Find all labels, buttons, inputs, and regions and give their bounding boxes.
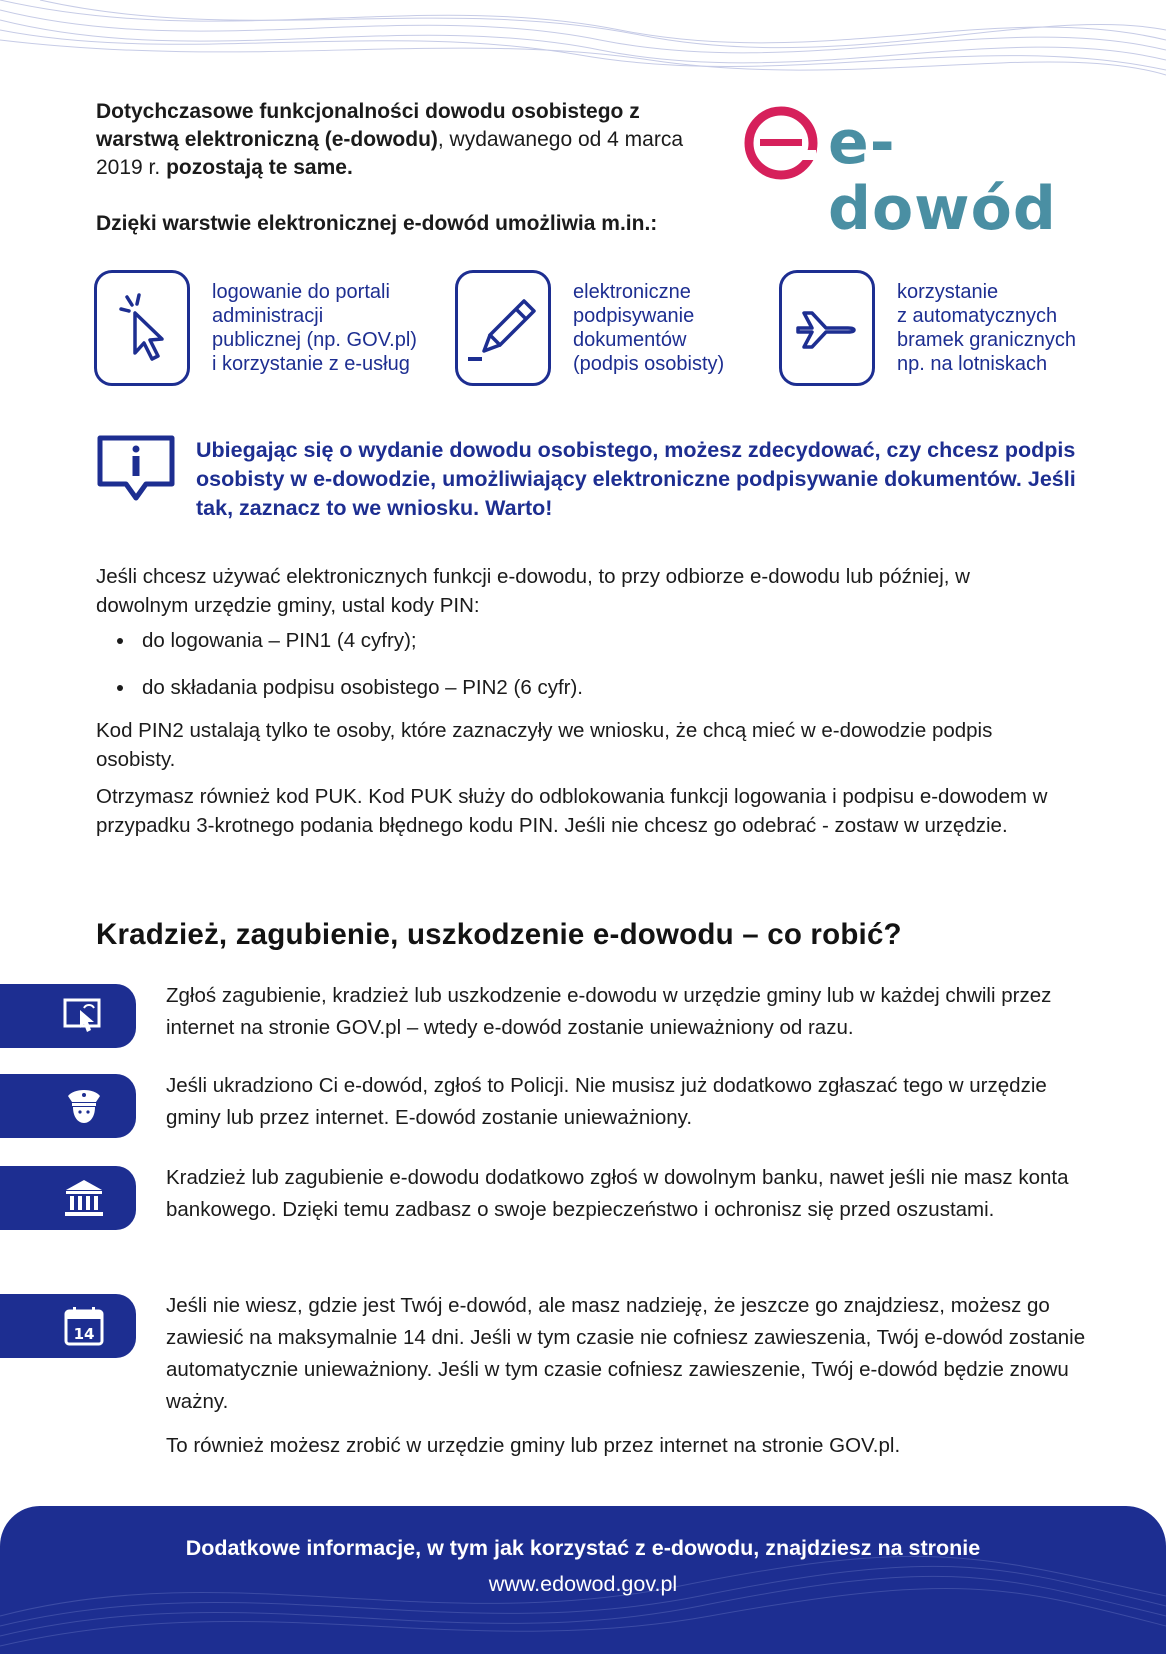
loss-item-text: Jeśli ukradziono Ci e-dowód, zgłoś to Policji. Nie musisz już dodatkowo zgłaszać tego w urzędzie gminy lub przez internet. E-dowód zostanie unieważniony. [166, 1074, 1047, 1129]
pen-signature-icon [466, 287, 540, 369]
item-tab [0, 1294, 136, 1358]
list-item: • do składania podpisu osobistego – PIN2 (6 cyfr). [136, 673, 1056, 702]
loss-item-text: Zgłoś zagubienie, kradzież lub uszkodzenie e-dowodu w urzędzie gminy lub w każdej chwili przez internet na stronie GOV.pl – wtedy e-dowód zostanie unieważniony od razu. [166, 984, 1052, 1039]
feature-icon-box [779, 270, 875, 386]
pin-list [96, 626, 1056, 702]
loss-item-text: Jeśli nie wiesz, gdzie jest Twój e-dowód, ale masz nadzieję, że jeszcze go znajdziesz, możesz go zawiesić na maksymalnie 14 dni. Jeśli w tym czasie nie cofniesz zawieszenia, Twój e-dowód zostanie automatycznie unieważniony. Jeśli w tym czasie cofniesz zawieszenie, Twój e-dowód będzie znowu ważny. [166, 1294, 1086, 1413]
item-tab [0, 1166, 136, 1230]
loss-section-heading: Kradzież, zagubienie, uszkodzenie e-dowodu – co robić? [96, 918, 902, 951]
e-logo-icon [744, 106, 818, 180]
police-officer-icon [62, 1084, 106, 1128]
calendar-14-icon [62, 1304, 106, 1348]
item-tab [0, 984, 136, 1048]
puk-note: Otrzymasz również kod PUK. Kod PUK służy do odblokowania funkcji logowania i podpisu e-dowodem w przypadku 3-krotnego podania błędnego kodu PIN. Jeśli nie chcesz go odebrać - zostaw w urzędzie. [96, 785, 1048, 837]
loss-item-text: Kradzież lub zagubienie e-dowodu dodatkowo zgłoś w dowolnym banku, nawet jeśli nie masz konta bankowego. Dzięki temu zadbasz o swoje bezpieczeństwo i ochronisz się przed oszustami. [166, 1166, 1069, 1221]
footer-banner [0, 1506, 1166, 1654]
item-tab [0, 1074, 136, 1138]
cursor-click-icon [105, 287, 179, 369]
notice-text: Ubiegając się o wydanie dowodu osobistego, możesz zdecydować, czy chcesz podpis osobisty w e-dowodzie, umożliwiający elektroniczne podpisywanie dokumentów. Jeśli tak, zaznacz to we wniosku. Warto! [196, 438, 1076, 520]
feature-icon-box [94, 270, 190, 386]
intro-paragraph [96, 98, 706, 182]
feature-text: korzystanie z automatycznych bramek granicznych np. na lotniskach [897, 281, 1076, 375]
intro-bold-end: pozostają te same. [166, 156, 353, 179]
info-speech-icon [96, 434, 176, 502]
intro-bold-part: Dotychczasowe funkcjonalności dowodu osobistego z warstwą elektroniczną (e-dowodu) [96, 100, 640, 151]
bank-building-icon [62, 1176, 106, 1220]
decorative-top-waves [0, 0, 1166, 80]
touch-screen-icon [62, 994, 106, 1038]
feature-text: elektroniczne podpisywanie dokumentów (podpis osobisty) [573, 281, 725, 375]
footer-text: Dodatkowe informacje, w tym jak korzystać z e-dowodu, znajdziesz na stronie [185, 1536, 981, 1560]
feature-text: logowanie do portali administracji publicznej (np. GOV.pl) i korzystanie z e-usług [212, 281, 417, 375]
closing-text: To również możesz zrobić w urzędzie gminy lub przez internet na stronie GOV.pl. [166, 1434, 901, 1457]
features-heading: Dzięki warstwie elektronicznej e-dowód umożliwia m.in.: [96, 212, 658, 235]
pin2-note: Kod PIN2 ustalają tylko te osoby, które zaznaczyły we wniosku, że chcą mieć w e-dowodzie podpis osobisty. [96, 719, 993, 771]
feature-icon-box [455, 270, 551, 386]
pin-intro: Jeśli chcesz używać elektronicznych funkcji e-dowodu, to przy odbiorze e-dowodu lub później, w dowolnym urzędzie gminy, ustal kody PIN: [96, 565, 970, 617]
intro-normal-part: , wydawanego od 4 marca 2019 r. [96, 128, 684, 179]
list-item: • do logowania – PIN1 (4 cyfry); [136, 626, 1056, 655]
airplane-icon [790, 287, 864, 369]
footer-url[interactable]: www.edowod.gov.pl [488, 1572, 678, 1596]
calendar-day: 14 [73, 1325, 95, 1343]
pin-section [96, 562, 1056, 848]
e-dowod-logo [744, 104, 1074, 244]
logo-text: e-dowód [828, 108, 1057, 244]
